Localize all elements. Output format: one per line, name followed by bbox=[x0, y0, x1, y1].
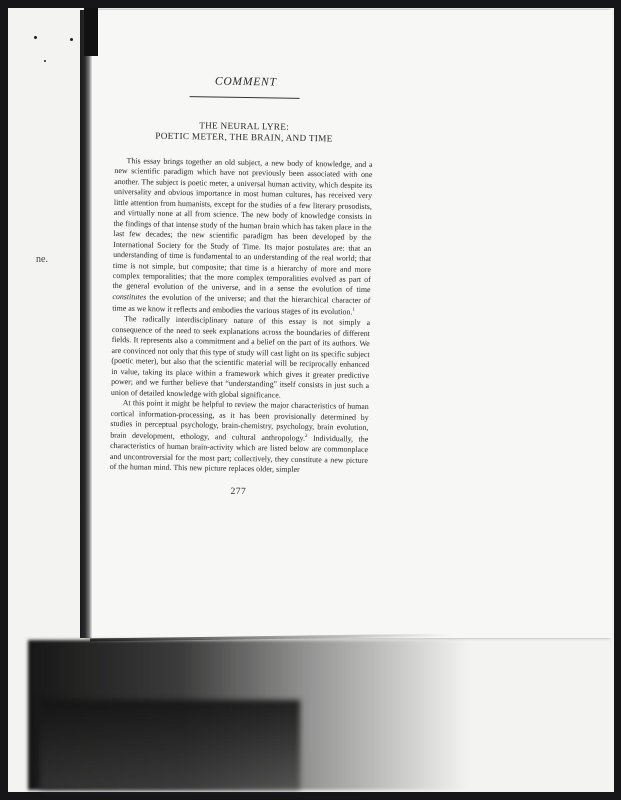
margin-text-fragment: ne. bbox=[36, 254, 48, 265]
speck bbox=[34, 36, 37, 39]
page-binding-top bbox=[84, 8, 98, 56]
article-body bbox=[110, 156, 373, 477]
footnote-marker: 1 bbox=[352, 308, 355, 314]
paragraph-3: At this point it might be helpful to review the major characteristics of human cortical information-processing, as it has been provisionally determined by studies in perceptual psychology, brain-chemistry, psychology, brain evolution, brain development, ethology, and cultural anthropology.$^2$ Individually, the characteristics of human brain-activity which are listed below are commonplace and uncontroversial for the most part; collectively, they constitute a new picture of the human mind. This new picture replaces older, simpler bbox=[109, 398, 369, 475]
footnote-marker: 2 bbox=[304, 434, 308, 440]
copy-artifact-shadow bbox=[40, 700, 300, 790]
article-title-line-1: THE NEURAL LYRE: bbox=[199, 120, 290, 132]
article-title-line-2: POETIC METER, THE BRAIN, AND TIME bbox=[155, 130, 333, 144]
article-text-block bbox=[109, 70, 374, 499]
section-header: COMMENT bbox=[214, 75, 277, 89]
page-binding-shadow bbox=[80, 10, 92, 638]
page-number: 277 bbox=[230, 486, 247, 497]
speck bbox=[70, 38, 73, 41]
speck bbox=[44, 60, 46, 62]
article-title bbox=[115, 119, 373, 145]
paragraph-2: The radically interdisciplinary nature of this essay is not simply a consequence of the need to seek explanations across the boundaries of different fields. It represents also a commitment and a belief on the part of its authors. We are convinced not only that this type of study will cast light on its specific subject (poetic meter), but also that the scientific material will be reciprocally enhanced in value, taking its place within a framework which gives it greater predictive power; and we further believe that “understanding” itself consists in just such a union of detailed knowledge with global significance. bbox=[110, 314, 371, 400]
header-rule bbox=[190, 96, 300, 99]
paragraph-1: This essay brings together an old subject, a new body of knowledge, and a new scientific paradigm which have not previously been associated with one another. The subject is poetic meter, a universal human activity, which despite its universality and obvious importance in most human cultures, has received very little attention from humanists, except for the studies of a few literary prosodists, and virtually none at all from science. The new body of knowledge consists in the findings of that intense study of the human brain which has taken place in the last few decades; the new scientific paradigm has been developed by the International Society for the Study of Time. Its major postulates are: that an understanding of time is fundamental to an understanding of the real world; that time is not simple, but composite; that time is a hierarchy of more and more complex temporalities; that the more complex temporalities evolved as part of the general evolution of the universe, and in a sense the evolution of time constitutes the evolution of the universe; and that the hierarchical character of time as we know it reflects and embodies the various stages of its evolution.$^1$ bbox=[112, 156, 373, 317]
